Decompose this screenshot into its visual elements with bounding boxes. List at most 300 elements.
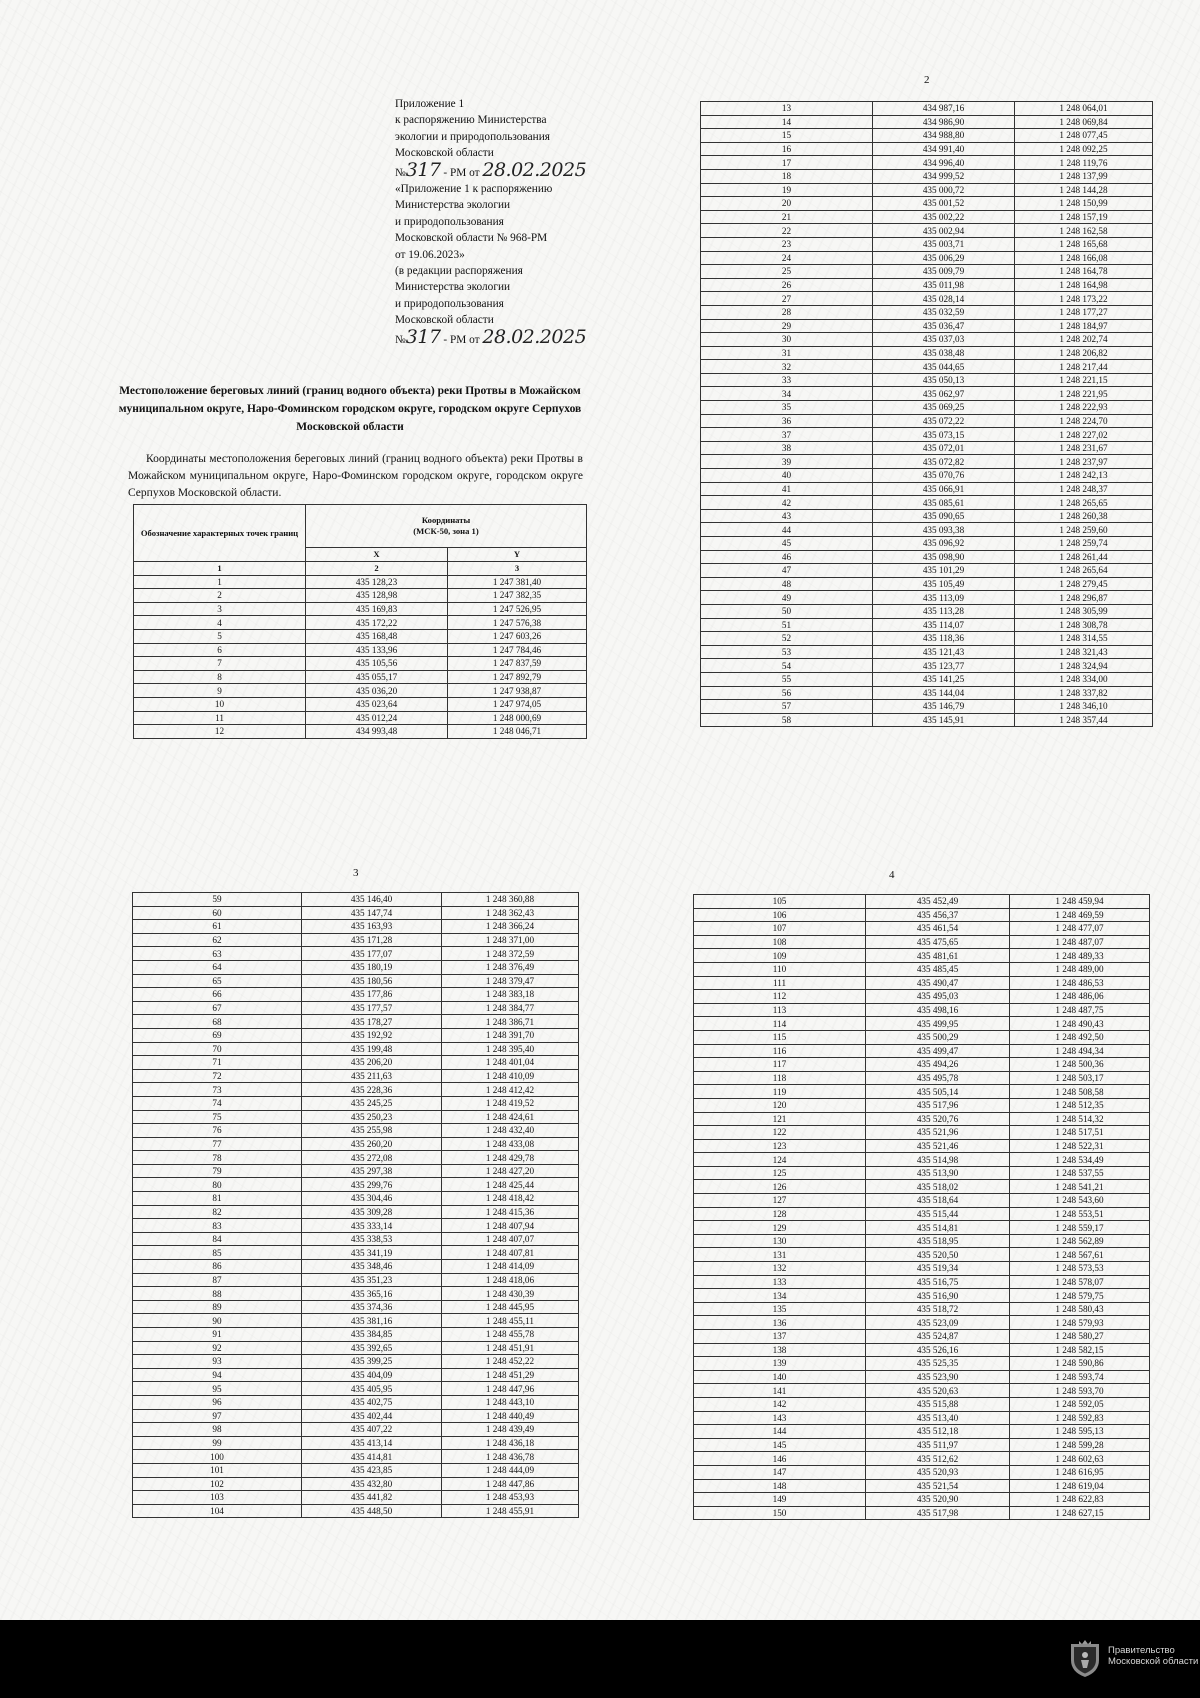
point-id-cell: 72 xyxy=(133,1069,302,1083)
point-id-cell: 40 xyxy=(701,469,873,483)
point-id-cell: 22 xyxy=(701,224,873,238)
appendix-line: к распоряжению Министерства xyxy=(395,114,547,127)
point-id-cell: 112 xyxy=(694,990,866,1004)
y-coordinate-cell: 1 248 599,28 xyxy=(1010,1438,1150,1452)
table-row xyxy=(694,1370,1150,1384)
point-id-cell: 83 xyxy=(133,1219,302,1233)
point-id-cell: 137 xyxy=(694,1330,866,1344)
y-coordinate-cell: 1 248 534,49 xyxy=(1010,1153,1150,1167)
y-coordinate-cell: 1 248 616,95 xyxy=(1010,1465,1150,1479)
x-coordinate-cell: 435 513,90 xyxy=(866,1166,1010,1180)
y-coordinate-cell: 1 248 164,78 xyxy=(1015,265,1153,279)
table-row xyxy=(701,577,1153,591)
point-id-cell: 125 xyxy=(694,1166,866,1180)
point-id-cell: 136 xyxy=(694,1316,866,1330)
x-coordinate-cell: 435 211,63 xyxy=(302,1069,442,1083)
table-row xyxy=(701,686,1153,700)
point-id-cell: 51 xyxy=(701,618,873,632)
coordinates-table-page-2 xyxy=(700,101,1153,727)
y-coordinate-cell: 1 248 418,42 xyxy=(442,1192,579,1206)
x-coordinate-cell: 435 032,59 xyxy=(873,305,1015,319)
y-coordinate-cell: 1 248 579,93 xyxy=(1010,1316,1150,1330)
table-row xyxy=(701,333,1153,347)
point-id-cell: 104 xyxy=(133,1504,302,1518)
x-coordinate-cell: 435 113,09 xyxy=(873,591,1015,605)
point-id-cell: 89 xyxy=(133,1300,302,1314)
y-coordinate-cell: 1 248 362,43 xyxy=(442,906,579,920)
y-coordinate-cell: 1 248 366,24 xyxy=(442,920,579,934)
table-row xyxy=(701,265,1153,279)
table-row xyxy=(694,1302,1150,1316)
x-coordinate-cell: 435 521,46 xyxy=(866,1139,1010,1153)
point-id-cell: 95 xyxy=(133,1382,302,1396)
x-coordinate-cell: 435 085,61 xyxy=(873,496,1015,510)
y-coordinate-cell: 1 248 077,45 xyxy=(1015,129,1153,143)
table-row xyxy=(701,156,1153,170)
point-id-cell: 139 xyxy=(694,1357,866,1371)
x-coordinate-cell: 435 518,72 xyxy=(866,1302,1010,1316)
x-coordinate-cell: 435 272,08 xyxy=(302,1151,442,1165)
x-coordinate-cell: 435 180,56 xyxy=(302,974,442,988)
appendix-line: Министерства экологии xyxy=(395,281,511,294)
point-id-cell: 118 xyxy=(694,1071,866,1085)
y-coordinate-cell: 1 248 337,82 xyxy=(1015,686,1153,700)
y-coordinate-cell: 1 248 503,17 xyxy=(1010,1071,1150,1085)
point-id-cell: 33 xyxy=(701,373,873,387)
point-id-cell: 86 xyxy=(133,1260,302,1274)
table-row xyxy=(701,115,1153,129)
x-coordinate-cell: 435 515,88 xyxy=(866,1397,1010,1411)
x-coordinate-cell: 435 404,09 xyxy=(302,1368,442,1382)
point-id-cell: 78 xyxy=(133,1151,302,1165)
point-id-cell: 4 xyxy=(134,616,306,630)
y-coordinate-cell: 1 247 526,95 xyxy=(448,602,587,616)
y-coordinate-cell: 1 248 432,40 xyxy=(442,1124,579,1138)
point-id-cell: 38 xyxy=(701,441,873,455)
table-row xyxy=(694,1166,1150,1180)
table-row xyxy=(133,1423,579,1437)
table-row xyxy=(133,1056,579,1070)
point-id-cell: 108 xyxy=(694,935,866,949)
point-id-cell: 7 xyxy=(134,657,306,671)
point-id-cell: 102 xyxy=(133,1477,302,1491)
y-coordinate-cell: 1 248 543,60 xyxy=(1010,1194,1150,1208)
point-id-cell: 18 xyxy=(701,169,873,183)
y-coordinate-cell: 1 248 627,15 xyxy=(1010,1506,1150,1520)
x-coordinate-cell: 435 384,85 xyxy=(302,1328,442,1342)
x-coordinate-cell: 435 518,02 xyxy=(866,1180,1010,1194)
table-row xyxy=(701,373,1153,387)
point-id-cell: 80 xyxy=(133,1178,302,1192)
table-row xyxy=(694,1330,1150,1344)
y-coordinate-cell: 1 248 410,09 xyxy=(442,1069,579,1083)
header-coordinates-title: Координаты xyxy=(421,515,471,526)
order-line xyxy=(395,158,625,181)
appendix-line: от 19.06.2023» xyxy=(395,248,465,261)
x-coordinate-cell: 435 072,01 xyxy=(873,441,1015,455)
table-row xyxy=(133,1110,579,1124)
point-id-cell: 124 xyxy=(694,1153,866,1167)
x-coordinate-cell: 435 146,40 xyxy=(302,893,442,907)
x-coordinate-cell: 435 023,64 xyxy=(306,697,448,711)
x-coordinate-cell: 435 000,72 xyxy=(873,183,1015,197)
table-row xyxy=(701,550,1153,564)
y-coordinate-cell: 1 248 137,99 xyxy=(1015,169,1153,183)
table-row xyxy=(701,197,1153,211)
y-coordinate-cell: 1 248 412,42 xyxy=(442,1083,579,1097)
header-x: X xyxy=(306,548,448,562)
point-id-cell: 50 xyxy=(701,604,873,618)
x-coordinate-cell: 435 228,36 xyxy=(302,1083,442,1097)
y-coordinate-cell: 1 248 391,70 xyxy=(442,1028,579,1042)
table-row xyxy=(694,1465,1150,1479)
table-row xyxy=(701,713,1153,727)
x-coordinate-cell: 435 066,91 xyxy=(873,482,1015,496)
x-coordinate-cell: 435 485,45 xyxy=(866,962,1010,976)
point-id-cell: 64 xyxy=(133,960,302,974)
point-id-cell: 97 xyxy=(133,1409,302,1423)
table-row xyxy=(701,523,1153,537)
table-row xyxy=(134,643,587,657)
x-coordinate-cell: 435 494,26 xyxy=(866,1058,1010,1072)
x-coordinate-cell: 435 118,36 xyxy=(873,632,1015,646)
coordinates-table-page-1 xyxy=(133,504,587,739)
table-row xyxy=(133,1491,579,1505)
point-id-cell: 54 xyxy=(701,659,873,673)
x-coordinate-cell: 435 038,48 xyxy=(873,346,1015,360)
appendix-line: (в редакции распоряжения xyxy=(395,265,523,278)
table-body xyxy=(133,893,579,1518)
x-coordinate-cell: 435 365,16 xyxy=(302,1287,442,1301)
x-coordinate-cell: 435 192,92 xyxy=(302,1028,442,1042)
y-coordinate-cell: 1 248 222,93 xyxy=(1015,401,1153,415)
point-id-cell: 135 xyxy=(694,1302,866,1316)
table-row xyxy=(694,1126,1150,1140)
y-coordinate-cell: 1 248 455,78 xyxy=(442,1328,579,1342)
x-coordinate-cell: 435 101,29 xyxy=(873,564,1015,578)
x-coordinate-cell: 435 309,28 xyxy=(302,1205,442,1219)
y-coordinate-cell: 1 248 360,88 xyxy=(442,893,579,907)
x-coordinate-cell: 435 178,27 xyxy=(302,1015,442,1029)
table-row xyxy=(134,725,587,739)
header-points: Обозначение характерных точек границ xyxy=(134,505,306,562)
table-row xyxy=(701,455,1153,469)
y-coordinate-cell: 1 248 553,51 xyxy=(1010,1207,1150,1221)
table-row xyxy=(133,1205,579,1219)
y-coordinate-cell: 1 248 237,97 xyxy=(1015,455,1153,469)
table-row xyxy=(133,960,579,974)
x-coordinate-cell: 435 374,36 xyxy=(302,1300,442,1314)
point-id-cell: 74 xyxy=(133,1096,302,1110)
table-row xyxy=(134,575,587,589)
point-id-cell: 143 xyxy=(694,1411,866,1425)
y-coordinate-cell: 1 247 382,35 xyxy=(448,589,587,603)
point-id-cell: 37 xyxy=(701,428,873,442)
table-row xyxy=(694,1194,1150,1208)
x-coordinate-cell: 435 413,14 xyxy=(302,1436,442,1450)
table-row xyxy=(694,1071,1150,1085)
x-coordinate-cell: 435 044,65 xyxy=(873,360,1015,374)
y-coordinate-cell: 1 248 418,06 xyxy=(442,1273,579,1287)
order-number-handwritten: 317 xyxy=(405,325,441,348)
point-id-cell: 144 xyxy=(694,1425,866,1439)
point-id-cell: 70 xyxy=(133,1042,302,1056)
y-coordinate-cell: 1 248 444,09 xyxy=(442,1463,579,1477)
table-row xyxy=(133,1069,579,1083)
table-row xyxy=(701,509,1153,523)
y-coordinate-cell: 1 248 259,60 xyxy=(1015,523,1153,537)
y-coordinate-cell: 1 248 173,22 xyxy=(1015,292,1153,306)
header-coordinates-system: (МСК-50, зона 1) xyxy=(413,526,479,537)
x-coordinate-cell: 435 169,83 xyxy=(306,602,448,616)
table-row xyxy=(133,1042,579,1056)
table-row xyxy=(133,1001,579,1015)
point-id-cell: 88 xyxy=(133,1287,302,1301)
y-coordinate-cell: 1 248 567,61 xyxy=(1010,1248,1150,1262)
point-id-cell: 12 xyxy=(134,725,306,739)
point-id-cell: 122 xyxy=(694,1126,866,1140)
y-coordinate-cell: 1 248 537,55 xyxy=(1010,1166,1150,1180)
point-id-cell: 123 xyxy=(694,1139,866,1153)
table-row xyxy=(701,142,1153,156)
point-id-cell: 14 xyxy=(701,115,873,129)
x-coordinate-cell: 435 093,38 xyxy=(873,523,1015,537)
table-row xyxy=(701,169,1153,183)
point-id-cell: 55 xyxy=(701,672,873,686)
y-coordinate-cell: 1 248 419,52 xyxy=(442,1096,579,1110)
x-coordinate-cell: 435 145,91 xyxy=(873,713,1015,727)
y-coordinate-cell: 1 248 231,67 xyxy=(1015,441,1153,455)
coordinates-table-page-4 xyxy=(693,894,1150,1520)
x-coordinate-cell: 435 516,90 xyxy=(866,1289,1010,1303)
x-coordinate-cell: 435 050,13 xyxy=(873,373,1015,387)
y-coordinate-cell: 1 248 439,49 xyxy=(442,1423,579,1437)
x-coordinate-cell: 435 517,96 xyxy=(866,1098,1010,1112)
table-row xyxy=(133,1395,579,1409)
y-coordinate-cell: 1 248 259,74 xyxy=(1015,537,1153,551)
y-coordinate-cell: 1 248 164,98 xyxy=(1015,278,1153,292)
x-coordinate-cell: 435 498,16 xyxy=(866,1003,1010,1017)
y-coordinate-cell: 1 248 372,59 xyxy=(442,947,579,961)
y-coordinate-cell: 1 247 603,26 xyxy=(448,629,587,643)
y-coordinate-cell: 1 248 395,40 xyxy=(442,1042,579,1056)
y-coordinate-cell: 1 248 447,96 xyxy=(442,1382,579,1396)
point-id-cell: 28 xyxy=(701,305,873,319)
x-coordinate-cell: 435 524,87 xyxy=(866,1330,1010,1344)
point-id-cell: 26 xyxy=(701,278,873,292)
point-id-cell: 25 xyxy=(701,265,873,279)
table-row xyxy=(694,1058,1150,1072)
x-coordinate-cell: 435 515,44 xyxy=(866,1207,1010,1221)
table-row xyxy=(133,1287,579,1301)
y-coordinate-cell: 1 248 595,13 xyxy=(1010,1425,1150,1439)
table-row xyxy=(701,210,1153,224)
y-coordinate-cell: 1 247 784,46 xyxy=(448,643,587,657)
x-coordinate-cell: 434 999,52 xyxy=(873,169,1015,183)
x-coordinate-cell: 435 495,03 xyxy=(866,990,1010,1004)
y-coordinate-cell: 1 248 508,58 xyxy=(1010,1085,1150,1099)
x-coordinate-cell: 435 055,17 xyxy=(306,670,448,684)
x-coordinate-cell: 435 199,48 xyxy=(302,1042,442,1056)
table-row xyxy=(133,1192,579,1206)
point-id-cell: 60 xyxy=(133,906,302,920)
y-coordinate-cell: 1 248 494,34 xyxy=(1010,1044,1150,1058)
point-id-cell: 126 xyxy=(694,1180,866,1194)
table-row xyxy=(133,1219,579,1233)
table-row xyxy=(701,251,1153,265)
point-id-cell: 57 xyxy=(701,700,873,714)
point-id-cell: 58 xyxy=(701,713,873,727)
table-row xyxy=(694,1262,1150,1276)
page-number: 4 xyxy=(889,869,895,881)
x-coordinate-cell: 435 141,25 xyxy=(873,672,1015,686)
x-coordinate-cell: 435 128,98 xyxy=(306,589,448,603)
point-id-cell: 101 xyxy=(133,1463,302,1477)
y-coordinate-cell: 1 248 261,44 xyxy=(1015,550,1153,564)
y-coordinate-cell: 1 248 248,37 xyxy=(1015,482,1153,496)
point-id-cell: 61 xyxy=(133,920,302,934)
y-coordinate-cell: 1 248 424,61 xyxy=(442,1110,579,1124)
x-coordinate-cell: 435 168,48 xyxy=(306,629,448,643)
appendix-line: и природопользования xyxy=(395,215,504,228)
table-row xyxy=(694,949,1150,963)
table-row xyxy=(694,1044,1150,1058)
table-row xyxy=(701,441,1153,455)
x-coordinate-cell: 435 113,28 xyxy=(873,604,1015,618)
y-coordinate-cell: 1 248 415,36 xyxy=(442,1205,579,1219)
point-id-cell: 77 xyxy=(133,1137,302,1151)
table-row xyxy=(701,102,1153,116)
x-coordinate-cell: 435 520,76 xyxy=(866,1112,1010,1126)
x-coordinate-cell: 435 304,46 xyxy=(302,1192,442,1206)
y-coordinate-cell: 1 248 582,15 xyxy=(1010,1343,1150,1357)
x-coordinate-cell: 435 338,53 xyxy=(302,1232,442,1246)
y-coordinate-cell: 1 248 166,08 xyxy=(1015,251,1153,265)
table-row xyxy=(694,1153,1150,1167)
point-id-cell: 103 xyxy=(133,1491,302,1505)
point-id-cell: 119 xyxy=(694,1085,866,1099)
point-id-cell: 34 xyxy=(701,387,873,401)
table-row xyxy=(694,1112,1150,1126)
point-id-cell: 63 xyxy=(133,947,302,961)
point-id-cell: 49 xyxy=(701,591,873,605)
point-id-cell: 79 xyxy=(133,1164,302,1178)
table-row xyxy=(701,428,1153,442)
point-id-cell: 29 xyxy=(701,319,873,333)
table-row xyxy=(701,237,1153,251)
table-row xyxy=(694,1411,1150,1425)
x-coordinate-cell: 435 518,64 xyxy=(866,1194,1010,1208)
x-coordinate-cell: 435 090,65 xyxy=(873,509,1015,523)
y-coordinate-cell: 1 248 590,86 xyxy=(1010,1357,1150,1371)
point-id-cell: 85 xyxy=(133,1246,302,1260)
point-id-cell: 149 xyxy=(694,1493,866,1507)
appendix-line: и природопользования xyxy=(395,297,504,310)
table-row xyxy=(701,672,1153,686)
y-coordinate-cell: 1 248 407,81 xyxy=(442,1246,579,1260)
table-row xyxy=(134,697,587,711)
table-row xyxy=(134,589,587,603)
table-row xyxy=(133,1232,579,1246)
y-coordinate-cell: 1 248 305,99 xyxy=(1015,604,1153,618)
x-coordinate-cell: 435 405,95 xyxy=(302,1382,442,1396)
x-coordinate-cell: 435 392,65 xyxy=(302,1341,442,1355)
table-row xyxy=(701,618,1153,632)
appendix-line: Московской области xyxy=(395,147,494,160)
y-coordinate-cell: 1 248 202,74 xyxy=(1015,333,1153,347)
y-coordinate-cell: 1 248 573,53 xyxy=(1010,1262,1150,1276)
x-coordinate-cell: 435 517,98 xyxy=(866,1506,1010,1520)
y-coordinate-cell: 1 248 177,27 xyxy=(1015,305,1153,319)
point-id-cell: 48 xyxy=(701,577,873,591)
table-row xyxy=(694,1316,1150,1330)
point-id-cell: 92 xyxy=(133,1341,302,1355)
point-id-cell: 117 xyxy=(694,1058,866,1072)
table-row xyxy=(133,1260,579,1274)
table-row xyxy=(701,700,1153,714)
y-coordinate-cell: 1 248 562,89 xyxy=(1010,1234,1150,1248)
table-row xyxy=(133,1096,579,1110)
x-coordinate-cell: 435 456,37 xyxy=(866,908,1010,922)
y-coordinate-cell: 1 248 165,68 xyxy=(1015,237,1153,251)
point-id-cell: 120 xyxy=(694,1098,866,1112)
y-coordinate-cell: 1 248 451,91 xyxy=(442,1341,579,1355)
table-row xyxy=(701,292,1153,306)
point-id-cell: 121 xyxy=(694,1112,866,1126)
point-id-cell: 42 xyxy=(701,496,873,510)
table-row xyxy=(701,537,1153,551)
point-id-cell: 45 xyxy=(701,537,873,551)
y-coordinate-cell: 1 247 892,79 xyxy=(448,670,587,684)
footer-line-1: Правительство xyxy=(1108,1645,1175,1656)
point-id-cell: 75 xyxy=(133,1110,302,1124)
table-row xyxy=(133,1083,579,1097)
point-id-cell: 81 xyxy=(133,1192,302,1206)
y-coordinate-cell: 1 248 242,13 xyxy=(1015,469,1153,483)
table-row xyxy=(701,469,1153,483)
header-num-2: 2 xyxy=(306,562,448,576)
y-coordinate-cell: 1 248 296,87 xyxy=(1015,591,1153,605)
x-coordinate-cell: 435 028,14 xyxy=(873,292,1015,306)
document-title: Местоположение береговых линий (границ водного объекта) реки Протвы в Можайском муниципальном округе, Наро-Фоминском городском округе, городском округе Серпухов Московской области xyxy=(118,385,582,433)
point-id-cell: 140 xyxy=(694,1370,866,1384)
x-coordinate-cell: 435 441,82 xyxy=(302,1491,442,1505)
x-coordinate-cell: 434 991,40 xyxy=(873,142,1015,156)
y-coordinate-cell: 1 248 477,07 xyxy=(1010,922,1150,936)
order-mid: - РМ от xyxy=(440,333,483,346)
table-row xyxy=(133,974,579,988)
point-id-cell: 27 xyxy=(701,292,873,306)
point-id-cell: 67 xyxy=(133,1001,302,1015)
x-coordinate-cell: 435 036,47 xyxy=(873,319,1015,333)
table-row xyxy=(694,1098,1150,1112)
x-coordinate-cell: 435 177,57 xyxy=(302,1001,442,1015)
table-row xyxy=(133,947,579,961)
point-id-cell: 93 xyxy=(133,1355,302,1369)
x-coordinate-cell: 435 171,28 xyxy=(302,933,442,947)
point-id-cell: 1 xyxy=(134,575,306,589)
y-coordinate-cell: 1 248 522,31 xyxy=(1010,1139,1150,1153)
table-row xyxy=(133,1463,579,1477)
y-coordinate-cell: 1 248 517,51 xyxy=(1010,1126,1150,1140)
y-coordinate-cell: 1 248 490,43 xyxy=(1010,1017,1150,1031)
table-row xyxy=(133,906,579,920)
y-coordinate-cell: 1 248 451,29 xyxy=(442,1368,579,1382)
table-row xyxy=(701,129,1153,143)
x-coordinate-cell: 435 399,25 xyxy=(302,1355,442,1369)
appendix-block xyxy=(395,96,625,348)
x-coordinate-cell: 435 177,07 xyxy=(302,947,442,961)
